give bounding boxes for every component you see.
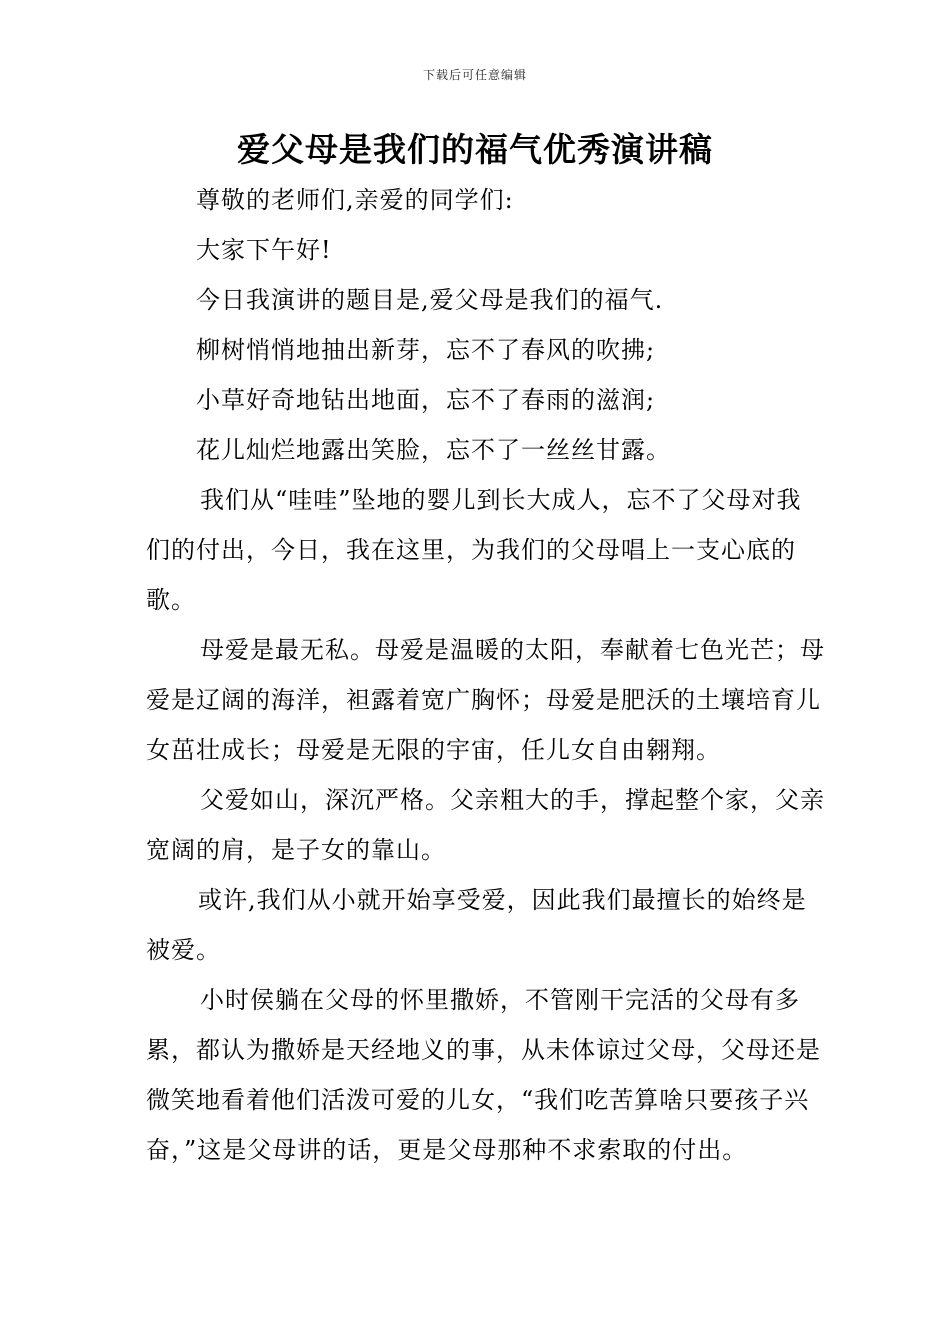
paragraph-topic: 今日我演讲的题目是,爱父母是我们的福气. — [196, 286, 664, 314]
paragraph-salutation: 尊敬的老师们,亲爱的同学们: — [196, 186, 514, 214]
paragraph-mother-love: 母爱是最无私。母爱是温暖的太阳，奉献着七色光芒；母爱是辽阔的海洋，袒露着宽广胸怀；母爱是肥沃的土壤培育儿女茁壮成长；母爱是无限的宇宙，任儿女自由翱翔。 — [146, 636, 825, 764]
paragraph-flowers: 花儿灿烂地露出笑脸，忘不了一丝丝甘露。 — [196, 436, 671, 464]
document-title: 爱父母是我们的福气优秀演讲稿 — [237, 130, 713, 169]
paragraph-father-love: 父爱如山，深沉严格。父亲粗大的手，撑起整个家，父亲宽阔的肩，是子女的靠山。 — [146, 786, 825, 864]
paragraph-greeting: 大家下午好! — [196, 236, 332, 264]
paragraph-growing-up: 我们从“哇哇”坠地的婴儿到长大成人，忘不了父母对我们的付出，今日，我在这里，为我们的父母唱上一支心底的歌。 — [146, 486, 802, 614]
document-body — [146, 175, 826, 1175]
paragraph-being-loved: 或许,我们从小就开始享受爱，因此我们最擅长的始终是被爱。 — [146, 886, 807, 964]
paragraph-willow: 柳树悄悄地抽出新芽，忘不了春风的吹拂; — [196, 336, 656, 364]
page-header-note: 下载后可任意编辑 — [422, 68, 527, 82]
paragraph-grass: 小草好奇地钻出地面，忘不了春雨的滋润; — [196, 386, 656, 414]
paragraph-childhood: 小时侯躺在父母的怀里撒娇，不管刚干完活的父母有多累，都认为撒娇是天经地义的事，从未体谅过父母，父母还是微笑地看着他们活泼可爱的儿女，“我们吃苦算啥只要孩子兴奋，”这是父母讲的话，更是父母那种不求索取的付出。 — [146, 986, 821, 1164]
